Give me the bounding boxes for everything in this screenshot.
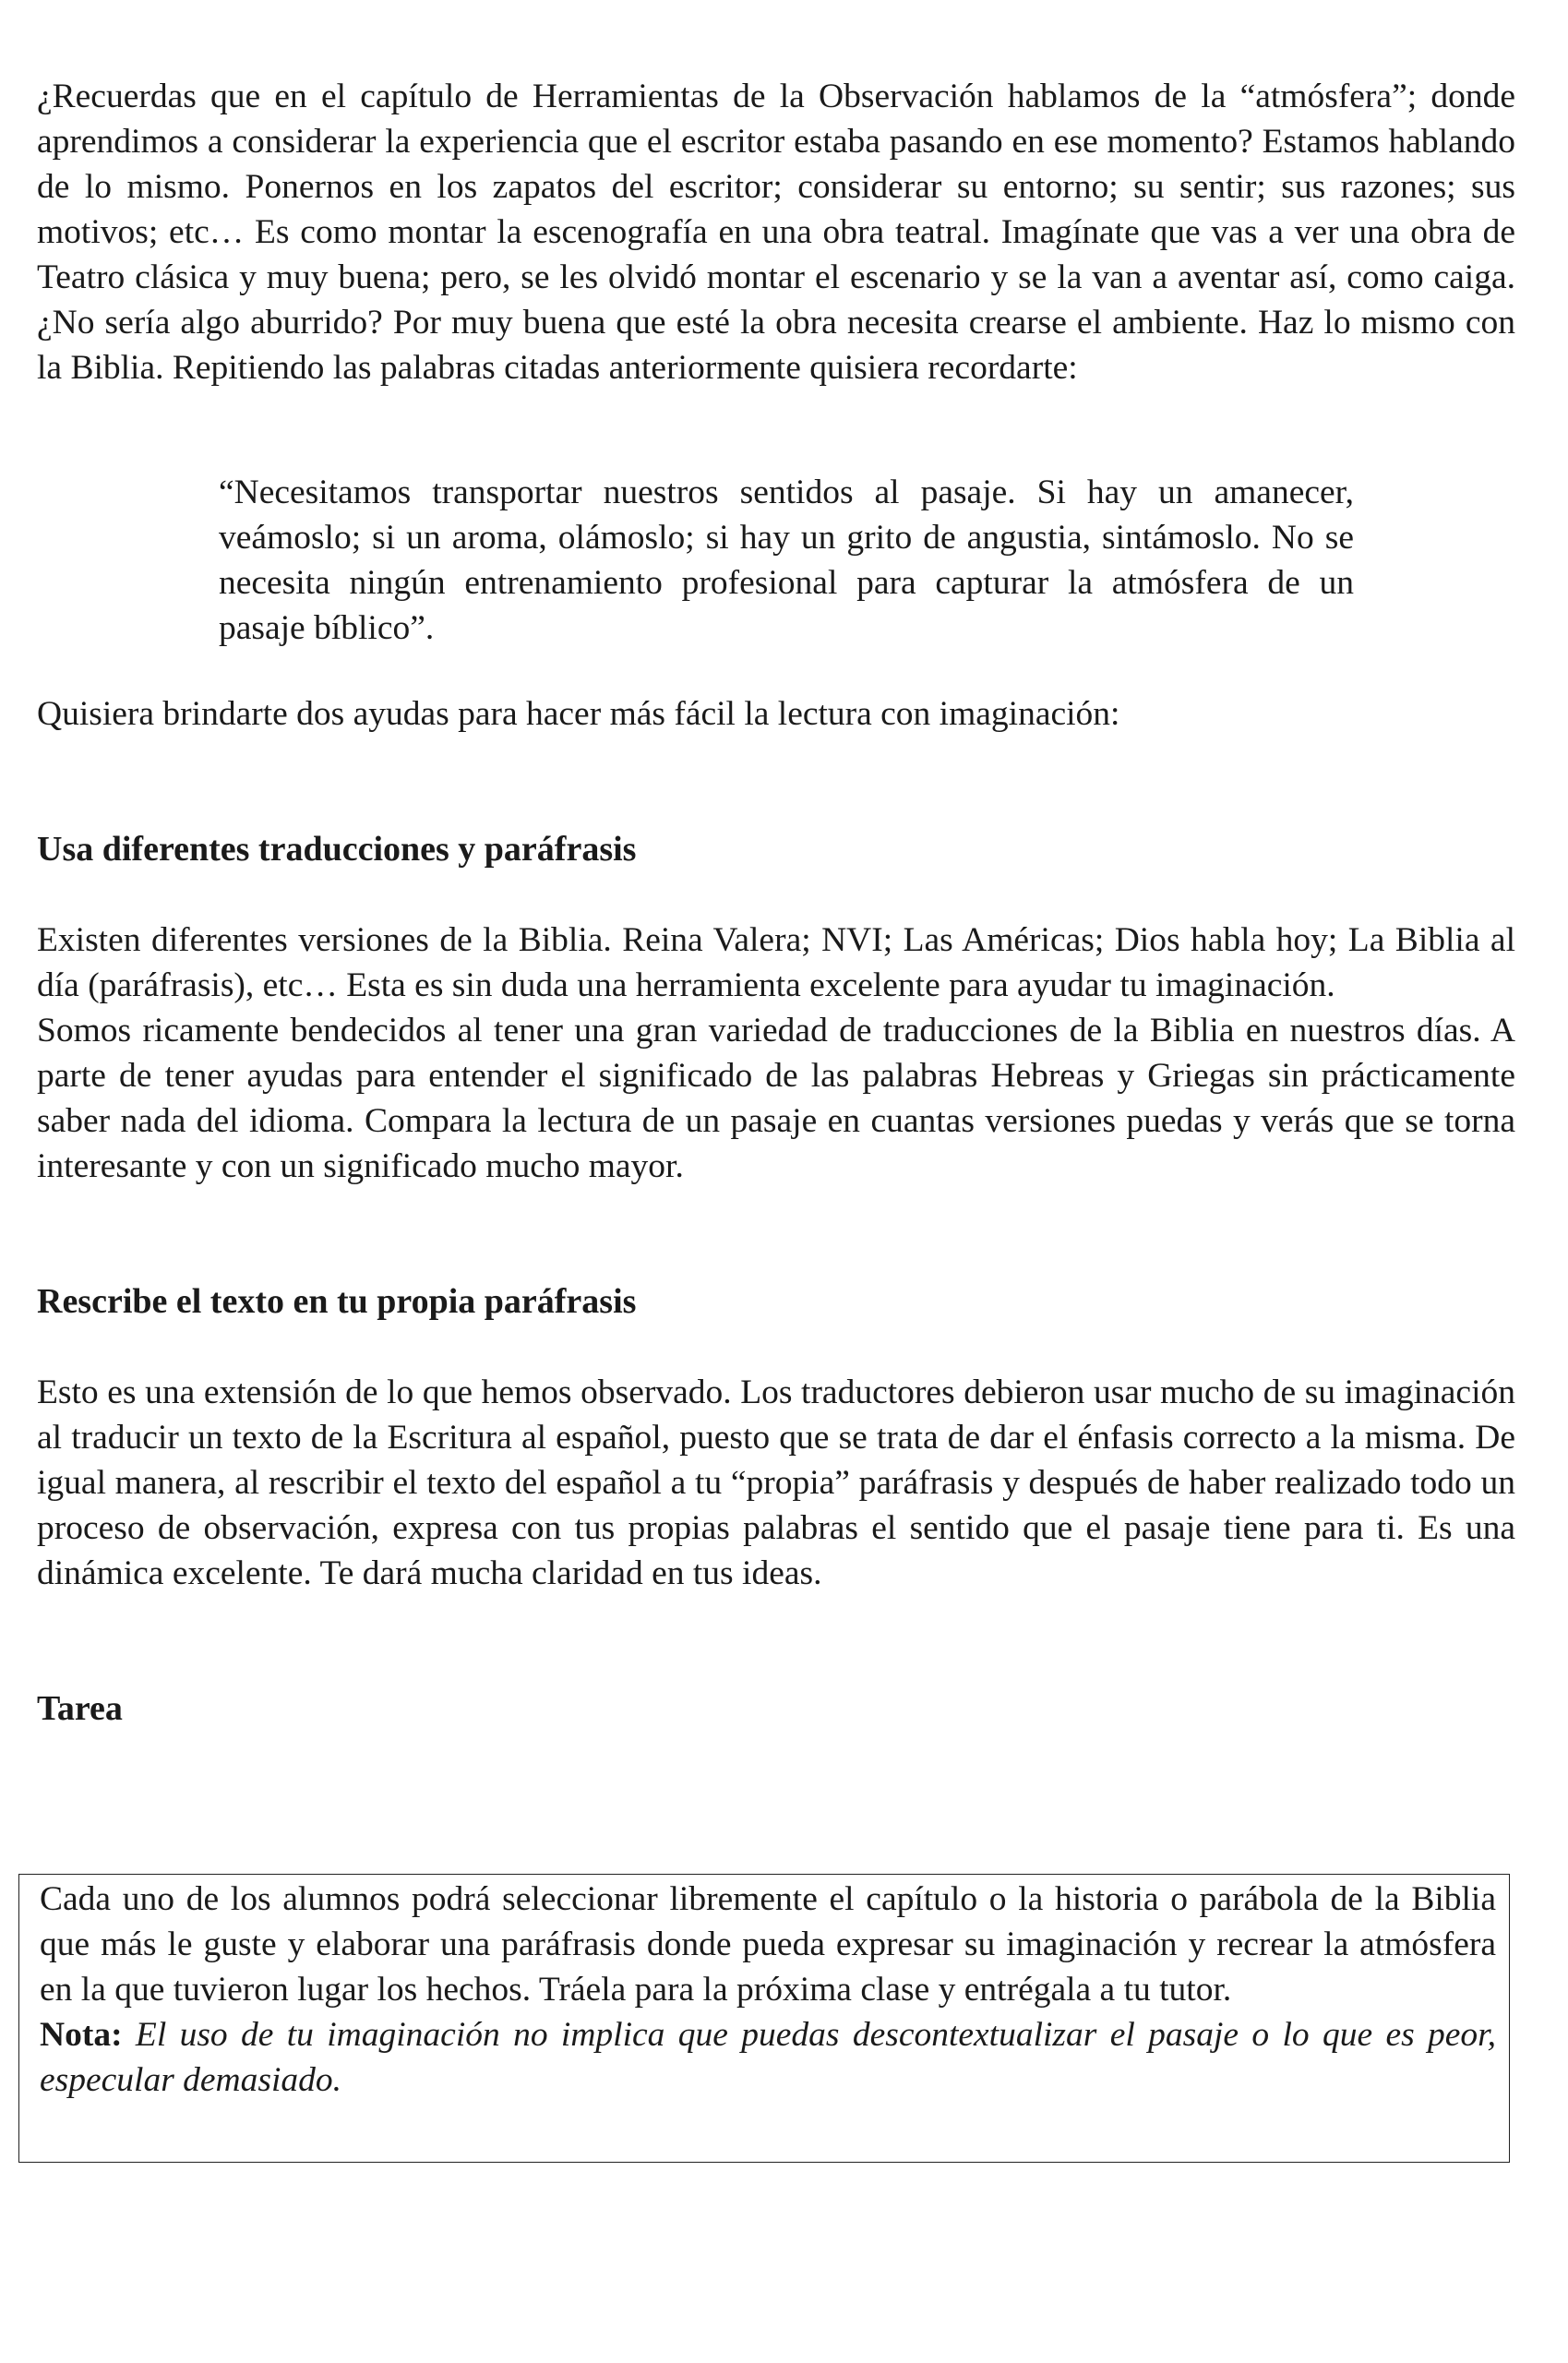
translations-paragraph-1: Existen diferentes versiones de la Biblia. Reina Valera; NVI; Las Américas; Dios habla hoy; La Biblia al día (paráfrasis), etc… Esta es sin duda una herramienta excelente para ayudar tu imaginación. xyxy=(37,921,1515,1004)
task-box xyxy=(18,1874,1510,2163)
block-quote: “Necesitamos transportar nuestros sentidos al pasaje. Si hay un amanecer, veámoslo; si un aroma, olámoslo; si hay un grito de angustia, sintámoslo. No se necesita ningún entrenamiento profesional para capturar la atmósfera de un pasaje bíblico”. xyxy=(219,474,1354,647)
section-heading-translations: Usa diferentes traducciones y paráfrasis xyxy=(37,830,637,869)
paraphrase-paragraph: Esto es una extensión de lo que hemos observado. Los traductores debieron usar mucho de su imaginación al traducir un texto de la Escritura al español, puesto que se trata de dar el énfasis correcto a la misma. De igual manera, al rescribir el texto del español a tu “propia” paráfrasis y después de haber realizado todo un proceso de observación, expresa con tus propias palabras el sentido que el pasaje tiene para ti. Es una dinámica excelente. Te dará mucha claridad en tus ideas. xyxy=(37,1373,1515,1592)
task-text: Cada uno de los alumnos podrá seleccionar libremente el capítulo o la historia o parábola de la Biblia que más le guste y elaborar una paráfrasis donde pueda expresar su imaginación y recrear la atmósfera en la que tuvieron lugar los hechos. Tráela para la próxima clase y entrégala a tu tutor. xyxy=(40,1880,1496,2009)
document-page xyxy=(37,74,1515,1732)
translations-paragraph-2: Somos ricamente bendecidos al tener una gran variedad de traducciones de la Biblia en nuestros días. A parte de tener ayudas para entender el significado de las palabras Hebreas y Griegas sin prácticamente saber nada del idioma. Compara la lectura de un pasaje en cuantas versiones puedas y verás que se torna interesante y con un significado mucho mayor. xyxy=(37,1012,1515,1185)
section-heading-paraphrase: Rescribe el texto en tu propia paráfrasis xyxy=(37,1282,637,1321)
lead-paragraph: Quisiera brindarte dos ayudas para hacer más fácil la lectura con imaginación: xyxy=(37,695,1120,733)
task-note xyxy=(40,2012,1496,2103)
section-heading-task: Tarea xyxy=(37,1689,123,1728)
intro-paragraph: ¿Recuerdas que en el capítulo de Herramientas de la Observación hablamos de la “atmósfera”; donde aprendimos a considerar la experiencia que el escritor estaba pasando en ese momento? Estamos hablando de lo mismo. Ponernos en los zapatos del escritor; considerar su entorno; su sentir; sus razones; sus motivos; etc… Es como montar la escenografía en una obra teatral. Imagínate que vas a ver una obra de Teatro clásica y muy buena; pero, se les olvidó montar el escenario y se la van a aventar así, como caiga. ¿No sería algo aburrido? Por muy buena que esté la obra necesita crearse el ambiente. Haz lo mismo con la Biblia. Repitiendo las palabras citadas anteriormente quisiera recordarte: xyxy=(37,78,1515,387)
note-label: Nota: xyxy=(40,2016,123,2054)
note-text: El uso de tu imaginación no implica que puedas descontextualizar el pasaje o lo que es peor, especular demasiado. xyxy=(40,2016,1496,2099)
